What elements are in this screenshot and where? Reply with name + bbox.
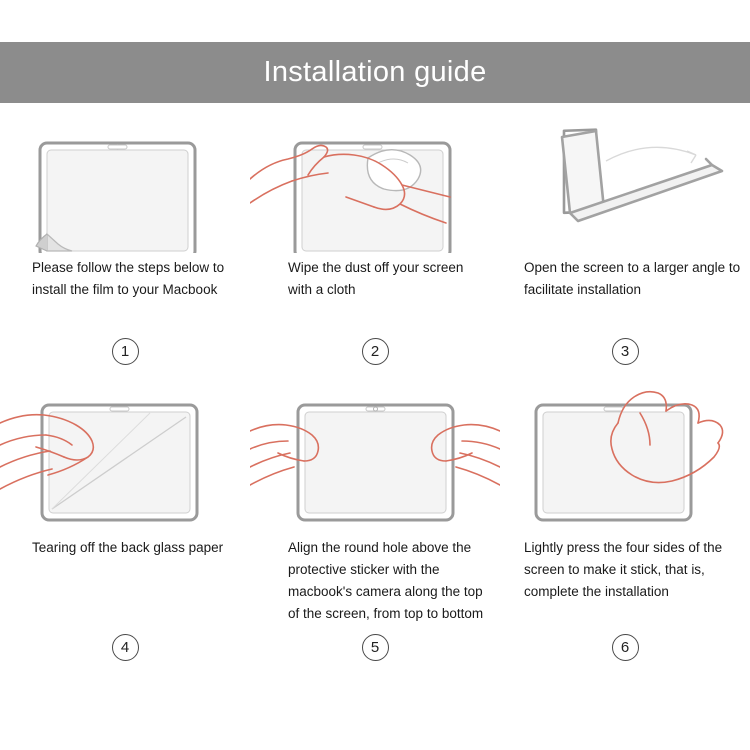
page-title: Installation guide (263, 56, 487, 88)
step-number-badge: 2 (362, 338, 389, 365)
step-5-number-wrap (250, 634, 500, 661)
step-6-caption: Lightly press the four sides of the screen to make it stick, that is, complete the installation (524, 540, 723, 599)
step-1-illustration (0, 103, 250, 253)
step-2-caption: Wipe the dust off your screen with a cloth (288, 260, 464, 297)
step-card-6 (500, 383, 750, 683)
step-number-badge: 4 (112, 634, 139, 661)
step-6-number-wrap (500, 634, 750, 661)
steps-grid (0, 103, 750, 750)
step-number-badge: 3 (612, 338, 639, 365)
step-number-badge: 6 (612, 634, 639, 661)
step-4-number-wrap (0, 634, 250, 661)
step-card-4 (0, 383, 250, 683)
step-1-caption: Please follow the steps below to install the film to your Macbook (32, 260, 225, 297)
step-card-3 (500, 103, 750, 383)
step-card-2 (250, 103, 500, 383)
step-2-illustration (250, 103, 500, 253)
step-card-5 (250, 383, 500, 683)
step-card-1 (0, 103, 250, 383)
step-4-caption: Tearing off the back glass paper (32, 540, 224, 555)
step-4-illustration (0, 383, 250, 533)
step-5-caption: Align the round hole above the protective sticker with the macbook's camera along the top of the screen, from top to bottom (288, 540, 484, 621)
step-number-badge: 1 (112, 338, 139, 365)
step-1-number-wrap (0, 338, 250, 365)
header-bar (0, 42, 750, 103)
step-3-caption: Open the screen to a larger angle to facilitate installation (524, 260, 741, 297)
step-5-illustration (250, 383, 500, 533)
step-3-number-wrap (500, 338, 750, 365)
step-number-badge: 5 (362, 634, 389, 661)
step-2-number-wrap (250, 338, 500, 365)
step-6-illustration (500, 383, 750, 533)
step-3-illustration (500, 103, 750, 253)
